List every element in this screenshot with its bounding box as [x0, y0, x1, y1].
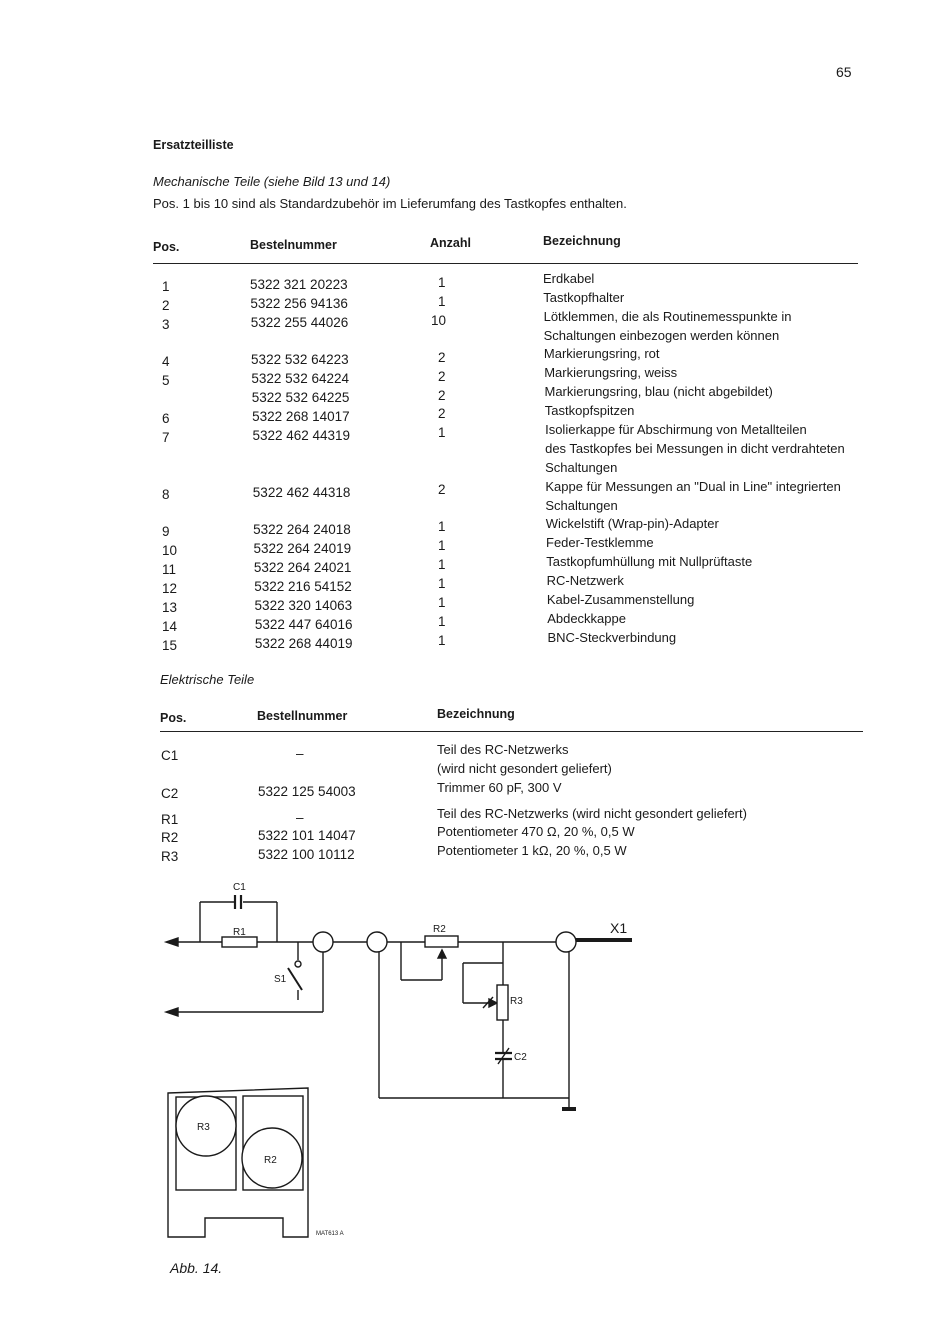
row-description	[544, 307, 792, 345]
row-description	[545, 420, 845, 477]
row-description	[437, 740, 612, 778]
row-quantity: 1	[438, 519, 446, 535]
row-description	[437, 778, 562, 797]
row-order-number: 5322 462 44319	[252, 428, 351, 443]
row-description	[546, 514, 719, 533]
row-description	[545, 401, 635, 420]
elec-header-order: Bestellnummer	[257, 709, 348, 723]
row-order-number: 5322 100 10112	[258, 847, 355, 862]
row-quantity: 1	[438, 575, 446, 591]
row-order-number: 5322 216 54152	[254, 579, 352, 594]
description-line: Wickelstift (Wrap-pin)-Adapter	[545, 516, 719, 531]
figure-caption: Abb. 14.	[170, 1260, 223, 1276]
description-line: des Tastkopfes bei Messungen in dicht verdrahteten	[545, 441, 845, 456]
row-order-number: 5322 462 44318	[252, 485, 351, 500]
row-order-number: 5322 320 14063	[254, 598, 353, 613]
label-x1: X1	[610, 920, 628, 936]
description-line: Kabel-Zusammenstellung	[546, 592, 695, 607]
row-description	[543, 269, 594, 288]
description-line: Schaltungen einbezogen werden können	[543, 328, 780, 343]
row-quantity: 2	[438, 368, 446, 384]
header-rule	[153, 263, 858, 264]
row-quantity: 2	[438, 482, 446, 498]
row-description	[547, 609, 626, 628]
row-description	[548, 628, 677, 647]
row-pos: 12	[162, 581, 178, 596]
row-order-number: 5322 321 20223	[250, 277, 348, 292]
row-description	[545, 477, 840, 515]
row-order-number: 5322 125 54003	[258, 784, 356, 799]
description-line: Kappe für Messungen an "Dual in Line" integrierten	[545, 479, 841, 494]
component-layout-drawing	[160, 1085, 370, 1245]
description-line: Schaltungen	[545, 460, 618, 475]
row-pos: 11	[162, 562, 177, 577]
row-order-number: –	[296, 746, 304, 761]
row-order-number: 5322 264 24019	[253, 541, 352, 556]
description-line: Schaltungen	[545, 498, 618, 513]
elec-header-rule	[160, 731, 863, 732]
row-quantity: 1	[438, 275, 446, 290]
drawing-code: MAT613 A	[316, 1231, 344, 1237]
row-quantity: 1	[438, 425, 446, 441]
col-header-desc: Bezeichnung	[543, 234, 621, 248]
mechanical-intro: Pos. 1 bis 10 sind als Standardzubehör im Lieferumfang des Tastkopfes enthalten.	[153, 196, 627, 211]
label-r2: R2	[433, 924, 446, 935]
row-quantity: 2	[438, 406, 446, 422]
elec-header-pos: Pos.	[160, 711, 187, 725]
row-pos: 14	[162, 619, 178, 634]
row-pos: 13	[162, 600, 178, 615]
description-line: Trimmer 60 pF, 300 V	[437, 780, 562, 795]
row-pos: 15	[162, 638, 178, 653]
row-pos: R1	[161, 812, 179, 827]
description-line: Teil des RC-Netzwerks (wird nicht gesondert geliefert)	[437, 806, 747, 821]
row-order-number: 5322 532 64225	[251, 390, 350, 405]
description-line: Isolierkappe für Abschirmung von Metallteilen	[545, 422, 807, 437]
page-number: 65	[836, 64, 852, 80]
row-description	[545, 382, 773, 401]
row-order-number: 5322 532 64223	[251, 352, 349, 367]
row-order-number: 5322 268 44019	[254, 636, 353, 651]
description-line: (wird nicht gesondert geliefert)	[437, 761, 612, 776]
row-order-number: 5322 264 24018	[253, 522, 351, 537]
label-s1: S1	[274, 974, 287, 985]
row-pos: R2	[161, 830, 179, 845]
row-quantity: 1	[438, 613, 446, 629]
row-pos: C1	[161, 748, 179, 763]
row-quantity: 1	[438, 632, 446, 648]
row-quantity: 1	[438, 538, 446, 553]
row-description	[547, 590, 694, 609]
row-description	[544, 363, 677, 382]
col-header-order: Bestelnummer	[250, 238, 337, 252]
description-line: Potentiometer 470 Ω, 20 %, 0,5 W	[437, 824, 635, 839]
mechanical-subtitle: Mechanische Teile (siehe Bild 13 und 14)	[153, 174, 391, 189]
page-title: Ersatzteilliste	[153, 138, 234, 152]
description-line: Markierungsring, weiss	[544, 365, 678, 380]
row-order-number: –	[296, 810, 304, 825]
description-line: Tastkopfumhüllung mit Nullprüftaste	[546, 554, 753, 569]
row-order-number: 5322 264 24021	[253, 560, 352, 575]
row-order-number: 5322 532 64224	[251, 371, 349, 386]
elec-header-desc: Bezeichnung	[437, 707, 515, 721]
description-line: RC-Netzwerk	[546, 573, 624, 588]
label-c1: C1	[233, 882, 246, 893]
description-line: Markierungsring, blau (nicht abgebildet)	[544, 384, 773, 399]
description-line: Tastkopfhalter	[543, 290, 625, 305]
row-description	[546, 533, 654, 552]
description-line: Lötklemmen, die als Routinemesspunkte in	[543, 309, 792, 324]
row-pos: R3	[161, 849, 179, 864]
row-quantity: 2	[438, 387, 446, 403]
row-quantity: 1	[438, 594, 446, 610]
row-quantity: 1	[438, 556, 446, 572]
description-line: Abdeckkappe	[547, 611, 626, 626]
row-description	[437, 822, 635, 841]
row-order-number: 5322 447 64016	[254, 617, 353, 632]
row-description	[546, 552, 752, 571]
circuit-schematic	[155, 875, 650, 1120]
description-line: Markierungsring, rot	[543, 346, 660, 361]
description-line: Erdkabel	[543, 271, 595, 286]
row-pos: 3	[162, 317, 170, 332]
row-pos: 10	[162, 543, 178, 558]
row-quantity: 1	[438, 293, 446, 309]
electrical-subtitle: Elektrische Teile	[160, 672, 255, 687]
row-description	[543, 288, 624, 307]
row-description	[547, 571, 624, 590]
label-r3: R3	[510, 996, 523, 1007]
row-pos: 7	[162, 430, 170, 445]
row-pos: 1	[162, 279, 170, 294]
row-order-number: 5322 268 14017	[252, 409, 350, 424]
description-line: Tastkopfspitzen	[544, 403, 635, 418]
row-order-number: 5322 101 14047	[258, 828, 356, 843]
row-order-number: 5322 255 44026	[250, 315, 349, 330]
row-pos: 5	[162, 373, 170, 388]
row-description	[437, 804, 747, 823]
description-line: Feder-Testklemme	[546, 535, 654, 550]
description-line: Teil des RC-Netzwerks	[437, 742, 569, 757]
row-pos: 8	[162, 487, 170, 502]
col-header-qty: Anzahl	[430, 236, 471, 250]
row-description	[437, 841, 627, 860]
row-description	[544, 344, 660, 363]
row-quantity: 2	[438, 349, 446, 365]
label-c2: C2	[514, 1052, 527, 1063]
layout-label-r3: R3	[197, 1122, 210, 1133]
description-line: BNC-Steckverbindung	[547, 630, 677, 645]
row-pos: 6	[162, 411, 170, 426]
row-pos: 2	[162, 298, 170, 313]
row-pos: 4	[162, 354, 170, 369]
label-r1: R1	[233, 927, 246, 938]
description-line: Potentiometer 1 kΩ, 20 %, 0,5 W	[437, 843, 627, 858]
row-pos: C2	[161, 786, 179, 801]
row-pos: 9	[162, 524, 170, 539]
layout-label-r2: R2	[264, 1155, 277, 1166]
row-quantity: 10	[431, 312, 447, 328]
row-order-number: 5322 256 94136	[250, 296, 348, 311]
col-header-pos: Pos.	[153, 240, 180, 254]
